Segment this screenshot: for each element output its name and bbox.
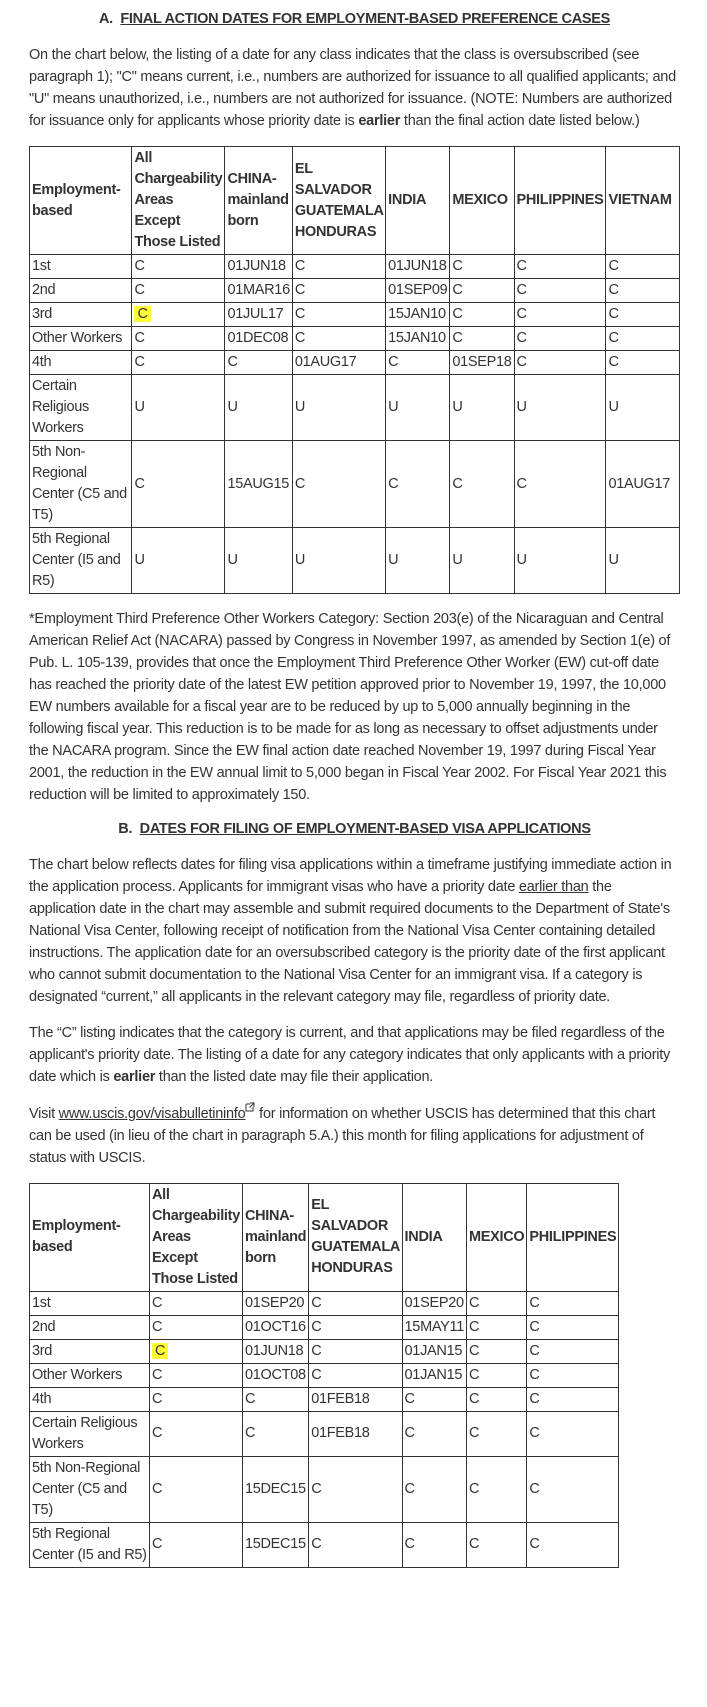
section-a-intro-text: On the chart below, the listing of a date for any class indicates that the class is oversubscribed (see paragraph 1); "C" means current, i.e., numbers are authorized for issuance to all qualified applicants; and "U" means unauthorized, i.e., numbers are not authorized for issuance. (NOTE: Numbers are authorized for issuance only for applicants whose priority date is	[29, 47, 676, 129]
table-cell: C	[466, 1363, 526, 1387]
section-b-p2-text: The “C” listing indicates that the category is current, and that applications may be filed regardless of the applicant's priority date. The listing of a date for any category indicates that only applicants with a priority date which is	[29, 1025, 671, 1085]
table-cell: Other Workers	[30, 1363, 150, 1387]
table-row	[30, 1291, 619, 1315]
column-header: INDIA	[386, 147, 450, 255]
table-cell: 01SEP20	[242, 1291, 308, 1315]
table-cell: C	[242, 1411, 308, 1456]
table-cell	[150, 1339, 243, 1363]
section-a-intro-text-end: than the final action date listed below.)	[400, 113, 640, 129]
table-cell: C	[150, 1363, 243, 1387]
table-row	[30, 1411, 619, 1456]
table-cell: C	[527, 1339, 619, 1363]
column-header: MEXICO	[450, 147, 514, 255]
table-cell: U	[386, 528, 450, 594]
column-header: All Chargeability Areas Except Those Listed	[150, 1183, 243, 1291]
table-cell: U	[514, 375, 606, 441]
final-action-dates-table	[29, 146, 680, 594]
table-cell: C	[292, 441, 385, 528]
table-cell: U	[132, 375, 225, 441]
column-header: Employment-based	[30, 147, 132, 255]
table-cell: C	[450, 441, 514, 528]
table-cell: 01JAN15	[402, 1363, 466, 1387]
table-cell: C	[402, 1456, 466, 1522]
table-cell: 01AUG17	[606, 441, 680, 528]
section-b-p3-text-end: for information on whether USCIS has determined that this chart can be used (in lieu of the chart in paragraph 5.A.) this month for filing applications for adjustment of status with USCIS.	[29, 1105, 656, 1166]
table-cell: 4th	[30, 351, 132, 375]
table-cell: C	[527, 1363, 619, 1387]
table-cell: C	[292, 279, 385, 303]
table-cell: C	[514, 441, 606, 528]
section-b-p1-text-end: the application date in the chart may assemble and submit required documents to the Department of State's National Visa Center, following receipt of notification from the National Visa Center containing detailed instructions. The application date for an oversubscribed category is the priority date of the first applicant who cannot submit documentation to the National Visa Center for an immigrant visa. If a category is designated “current,” all applicants in the relevant category may file, regardless of priority date.	[29, 879, 670, 1005]
table-cell: C	[292, 255, 385, 279]
table-cell: C	[514, 255, 606, 279]
section-b-heading	[29, 818, 680, 840]
table-cell: U	[606, 528, 680, 594]
section-b-paragraph-2	[29, 1022, 680, 1088]
column-header: Employment-based	[30, 1183, 150, 1291]
table-cell: 01SEP09	[386, 279, 450, 303]
section-b-heading-prefix: B.	[118, 821, 133, 837]
table-cell: C	[466, 1291, 526, 1315]
table-cell: 01SEP20	[402, 1291, 466, 1315]
table-cell: U	[606, 375, 680, 441]
table-cell: C	[132, 351, 225, 375]
table-cell: 2nd	[30, 279, 132, 303]
table-cell: 5th Non-Regional Center (C5 and T5)	[30, 1456, 150, 1522]
table-cell: C	[132, 441, 225, 528]
table-row	[30, 1456, 619, 1522]
table-cell: U	[514, 528, 606, 594]
highlighted-value: C	[152, 1343, 168, 1359]
table-cell: C	[150, 1411, 243, 1456]
table-cell: C	[466, 1411, 526, 1456]
table-cell: 01FEB18	[309, 1411, 402, 1456]
table-cell: 15JAN10	[386, 303, 450, 327]
table-cell: C	[466, 1456, 526, 1522]
table-cell: 15AUG15	[225, 441, 292, 528]
table-cell: U	[450, 528, 514, 594]
table-cell: U	[132, 528, 225, 594]
table-cell: C	[527, 1291, 619, 1315]
table-cell: 15JAN10	[386, 327, 450, 351]
table-cell: C	[466, 1315, 526, 1339]
table-row	[30, 1387, 619, 1411]
table-cell: C	[527, 1522, 619, 1567]
table-cell: C	[309, 1456, 402, 1522]
uscis-visa-bulletin-link[interactable]: www.uscis.gov/visabulletininfo	[58, 1105, 246, 1122]
table-cell: C	[466, 1339, 526, 1363]
table-cell: C	[450, 303, 514, 327]
table-cell: 01JUN18	[242, 1339, 308, 1363]
table-cell: 01FEB18	[309, 1387, 402, 1411]
table-cell: 01OCT08	[242, 1363, 308, 1387]
table-cell: C	[606, 279, 680, 303]
column-header: INDIA	[402, 1183, 466, 1291]
table-cell: C	[225, 351, 292, 375]
section-b-p1-text: The chart below reflects dates for filing visa applications within a timeframe justifying immediate action in the application process. Applicants for immigrant visas who have a priority date	[29, 857, 672, 895]
table-row	[30, 255, 680, 279]
table-cell: U	[225, 375, 292, 441]
table-cell: U	[225, 528, 292, 594]
table-row	[30, 1522, 619, 1567]
table-cell: 15MAY11	[402, 1315, 466, 1339]
table-cell: C	[527, 1411, 619, 1456]
table-cell: C	[309, 1522, 402, 1567]
section-b-p1-underlined: earlier than	[518, 879, 589, 895]
section-b-heading-title: DATES FOR FILING OF EMPLOYMENT-BASED VISA APPLICATIONS	[139, 821, 591, 837]
table-cell: C	[150, 1522, 243, 1567]
table-cell: C	[150, 1291, 243, 1315]
table-cell: C	[309, 1315, 402, 1339]
table-cell: C	[450, 255, 514, 279]
table-cell: C	[402, 1522, 466, 1567]
section-a-heading-title: FINAL ACTION DATES FOR EMPLOYMENT-BASED PREFERENCE CASES	[120, 11, 611, 27]
table-row	[30, 303, 680, 327]
column-header: EL SALVADOR GUATEMALA HONDURAS	[309, 1183, 402, 1291]
table-cell: 15DEC15	[242, 1522, 308, 1567]
table-row	[30, 375, 680, 441]
table-row	[30, 351, 680, 375]
table-cell: C	[402, 1387, 466, 1411]
section-a-heading-prefix: A.	[98, 11, 113, 27]
table-cell: C	[450, 279, 514, 303]
table-cell: 1st	[30, 1291, 150, 1315]
table-cell: C	[150, 1387, 243, 1411]
table-cell: C	[527, 1456, 619, 1522]
table-cell: C	[527, 1387, 619, 1411]
table-cell: C	[292, 327, 385, 351]
section-a-intro-bold: earlier	[358, 113, 401, 129]
dates-for-filing-table	[29, 1183, 619, 1568]
table-row	[30, 528, 680, 594]
ew-footnote: *Employment Third Preference Other Workers Category: Section 203(e) of the Nicaraguan and Central American Relief Act (NACARA) passed by Congress in November 1997, as amended by Section 1(e) of Pub. L. 105-139, provides that once the Employment Third Preference Other Worker (EW) cut-off date has reached the priority date of the latest EW petition approved prior to November 19, 1997, the 10,000 EW numbers available for a fiscal year are to be reduced by up to 5,000 annually beginning in the following fiscal year. This reduction is to be made for as long as necessary to offset adjustments under the NACARA program. Since the EW final action date reached November 19, 1997 during Fiscal Year 2001, the reduction in the EW annual limit to 5,000 began in Fiscal Year 2002. For Fiscal Year 2021 this reduction will be limited to approximately 150.	[29, 611, 671, 803]
table-cell: 2nd	[30, 1315, 150, 1339]
table-cell: C	[527, 1315, 619, 1339]
table-cell: 5th Regional Center (I5 and R5)	[30, 1522, 150, 1567]
table-cell: Certain Religious Workers	[30, 1411, 150, 1456]
table-cell: 01OCT16	[242, 1315, 308, 1339]
section-b-p2-text-end: than the listed date may file their application.	[155, 1069, 434, 1085]
table-cell: C	[309, 1339, 402, 1363]
table-cell: 5th Regional Center (I5 and R5)	[30, 528, 132, 594]
table-cell: C	[132, 327, 225, 351]
table-cell: C	[242, 1387, 308, 1411]
column-header: VIETNAM	[606, 147, 680, 255]
table-cell: C	[132, 255, 225, 279]
table-cell: C	[402, 1411, 466, 1456]
table-cell: Certain Religious Workers	[30, 375, 132, 441]
table-header-row	[30, 147, 680, 255]
table-cell: U	[292, 375, 385, 441]
table-cell: C	[386, 351, 450, 375]
table-cell: 01SEP18	[450, 351, 514, 375]
table-row	[30, 279, 680, 303]
table-cell: C	[309, 1363, 402, 1387]
table-cell: C	[292, 303, 385, 327]
table-row	[30, 327, 680, 351]
table-cell: 4th	[30, 1387, 150, 1411]
table-cell: 01JUL17	[225, 303, 292, 327]
table-cell: 01AUG17	[292, 351, 385, 375]
table-cell: C	[466, 1522, 526, 1567]
table-cell: C	[386, 441, 450, 528]
table-cell: C	[514, 303, 606, 327]
table-cell: C	[606, 255, 680, 279]
table-cell	[132, 303, 225, 327]
table-row	[30, 1339, 619, 1363]
table-cell: C	[514, 327, 606, 351]
table-cell: 3rd	[30, 303, 132, 327]
table-cell: 1st	[30, 255, 132, 279]
section-b-paragraph-1	[29, 854, 680, 1008]
column-header: EL SALVADOR GUATEMALA HONDURAS	[292, 147, 385, 255]
table-cell: U	[386, 375, 450, 441]
table-cell: 15DEC15	[242, 1456, 308, 1522]
table-cell: U	[450, 375, 514, 441]
table-cell: C	[132, 279, 225, 303]
column-header: CHINA-mainland born	[242, 1183, 308, 1291]
table-row	[30, 1315, 619, 1339]
table-cell: 01MAR16	[225, 279, 292, 303]
highlighted-value: C	[134, 306, 150, 322]
external-link-icon	[245, 1103, 255, 1115]
table-cell: 01DEC08	[225, 327, 292, 351]
table-cell: C	[450, 327, 514, 351]
column-header: CHINA-mainland born	[225, 147, 292, 255]
table-cell: 5th Non-Regional Center (C5 and T5)	[30, 441, 132, 528]
table-cell: C	[150, 1456, 243, 1522]
section-b-p3-text: Visit	[29, 1105, 59, 1122]
section-a-heading	[29, 8, 680, 30]
table-cell: U	[292, 528, 385, 594]
table-cell: C	[150, 1315, 243, 1339]
table-cell: C	[606, 351, 680, 375]
table-row	[30, 441, 680, 528]
column-header: PHILIPPINES	[514, 147, 606, 255]
section-b-paragraph-3	[29, 1102, 680, 1169]
column-header: PHILIPPINES	[527, 1183, 619, 1291]
table-row	[30, 1363, 619, 1387]
table-cell: C	[606, 327, 680, 351]
table-cell: 01JAN15	[402, 1339, 466, 1363]
table-cell: C	[606, 303, 680, 327]
section-b-p2-bold: earlier	[113, 1069, 156, 1085]
column-header: All Chargeability Areas Except Those Listed	[132, 147, 225, 255]
table-cell: C	[514, 351, 606, 375]
table-cell: C	[466, 1387, 526, 1411]
table-cell: 01JUN18	[386, 255, 450, 279]
table-cell: 01JUN18	[225, 255, 292, 279]
table-cell: Other Workers	[30, 327, 132, 351]
column-header: MEXICO	[466, 1183, 526, 1291]
table-cell: 3rd	[30, 1339, 150, 1363]
section-a-intro	[29, 44, 680, 132]
table-cell: C	[309, 1291, 402, 1315]
table-cell: C	[514, 279, 606, 303]
table-header-row	[30, 1183, 619, 1291]
